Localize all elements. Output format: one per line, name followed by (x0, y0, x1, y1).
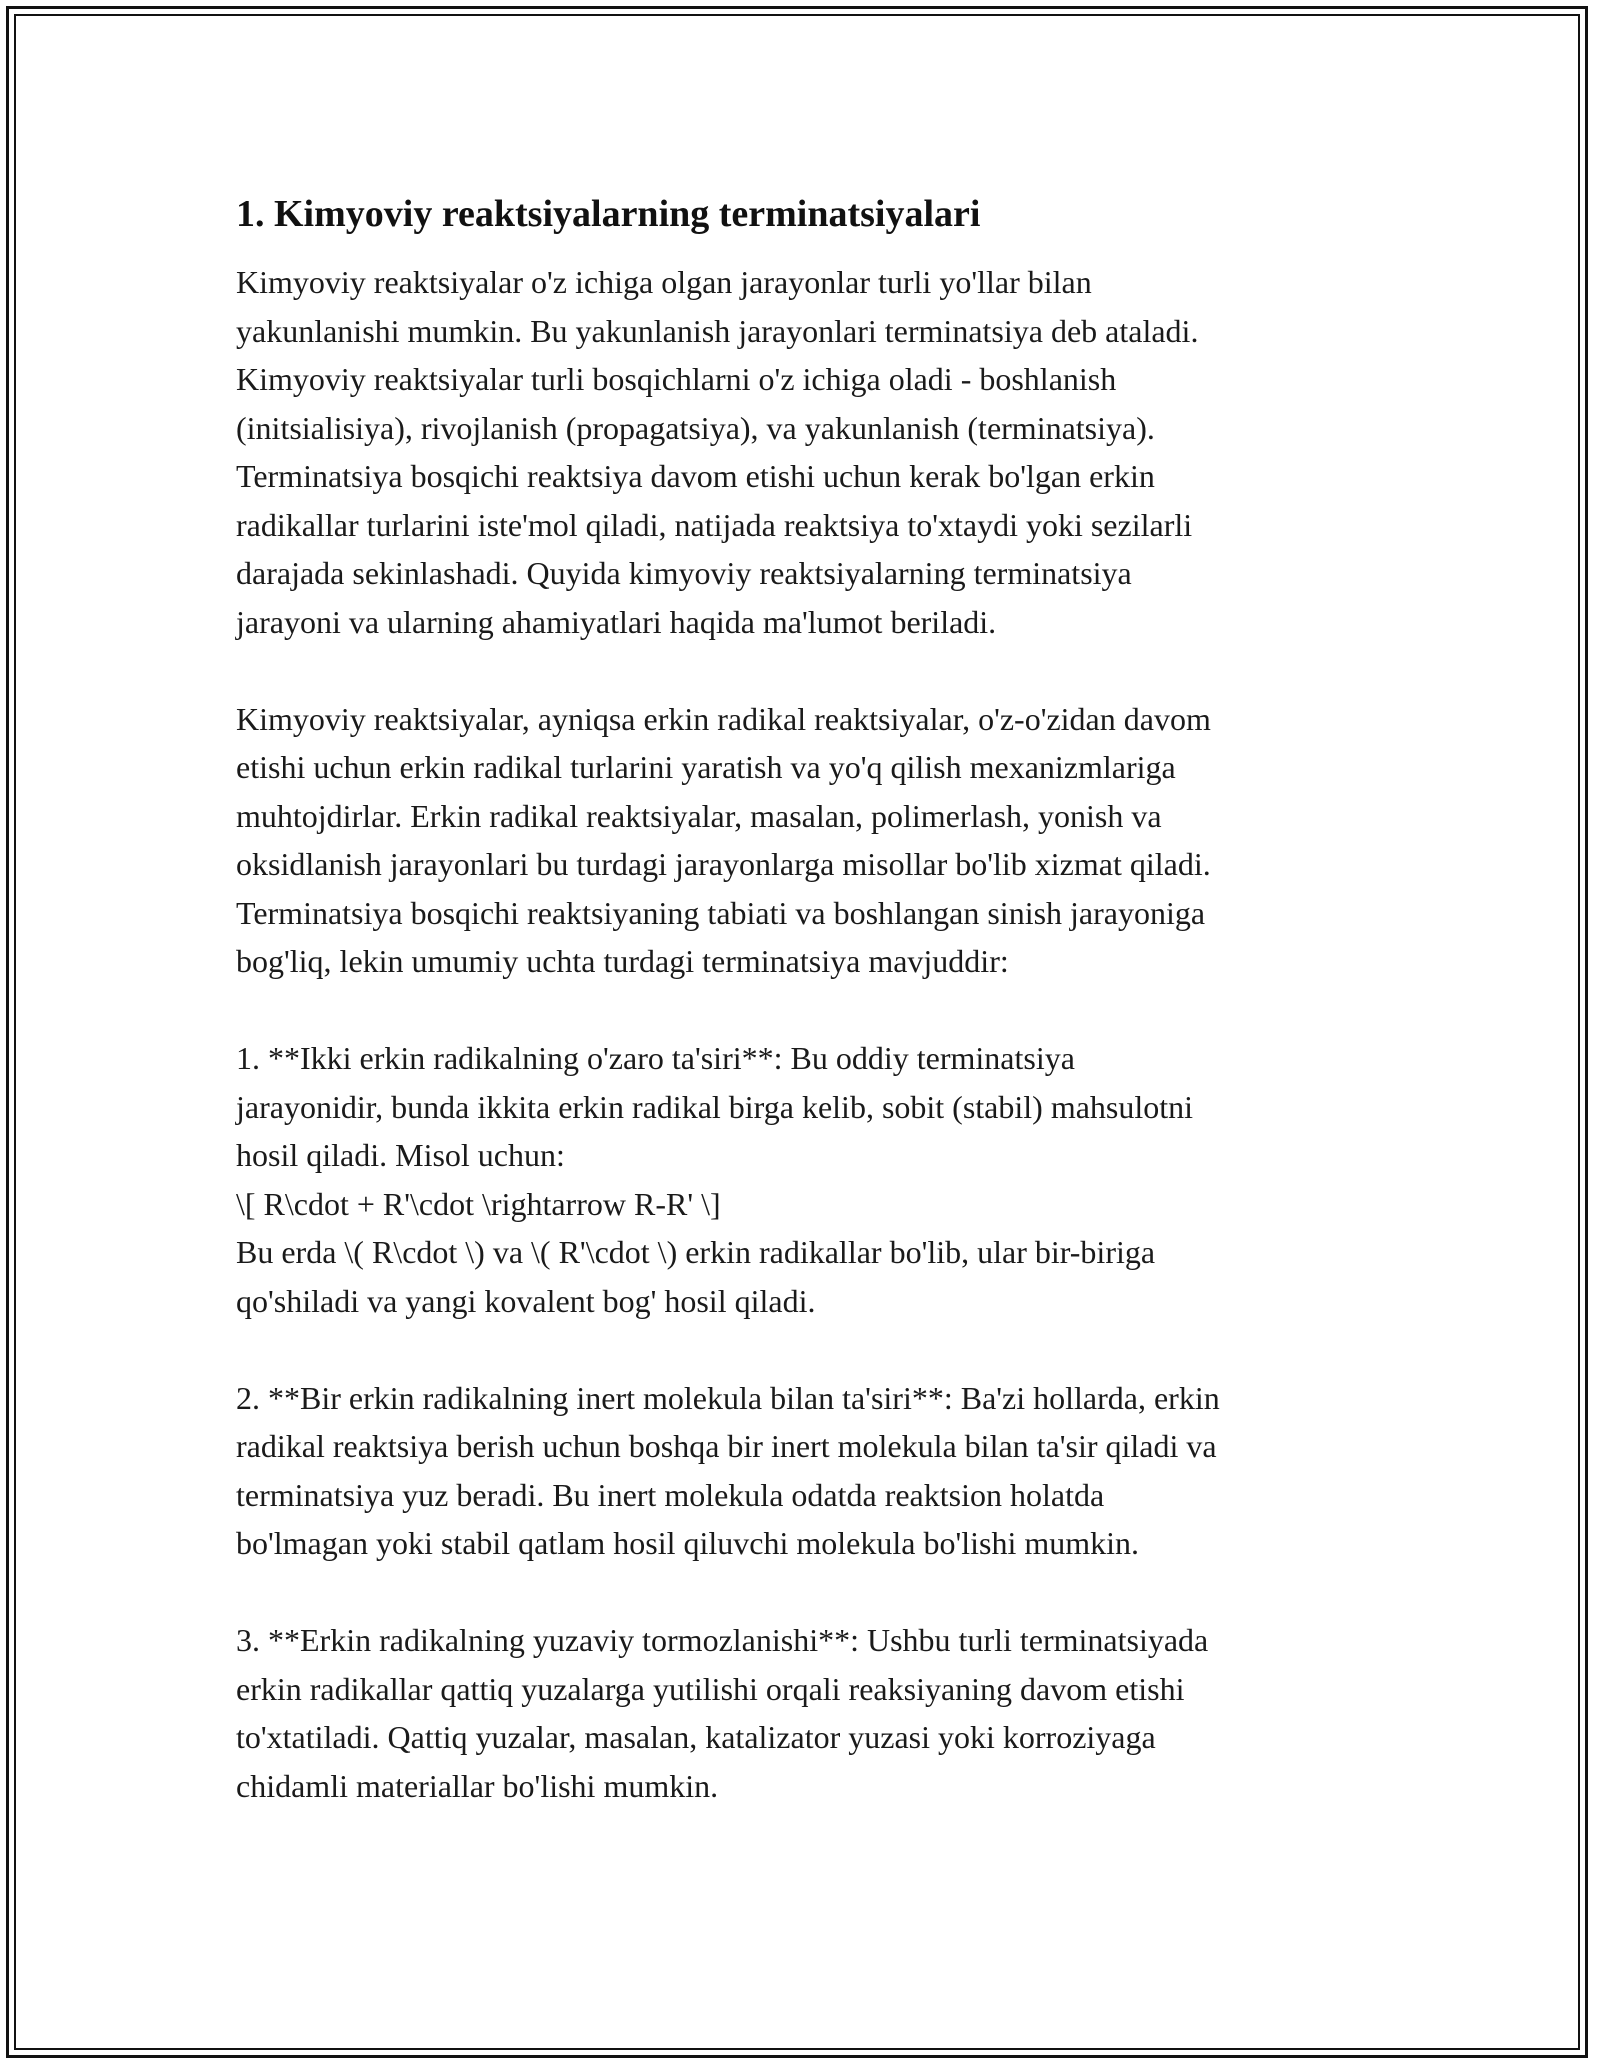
list-item-3: 3. **Erkin radikalning yuzaviy tormozlanishi**: Ushbu turli terminatsiyada erkin radikallar qattiq yuzalarga yutilishi orqali reaksiyaning davom etishi to'xtatiladi. Qattiq yuzalar, masalan, katalizator yuzasi yoki korroziyaga chidamli materiallar bo'lishi mumkin. (236, 1622, 1209, 1804)
list-item-1: 1. **Ikki erkin radikalning o'zaro ta'siri**: Bu oddiy terminatsiya jarayonidir, bunda ikkita erkin radikal birga kelib, sobit (stabil) mahsulotni hosil qiladi. Misol uchun: \[ R\cdot + R'\cdot \rightarrow R-R' \] Bu erda \( R\cdot \) va \( R'\cdot \) erkin radikallar bo'lib, ular bir-biriga qo'shiladi va yangi kovalent bog' hosil qiladi. (236, 1040, 1194, 1319)
list-item-2: 2. **Bir erkin radikalning inert molekula bilan ta'siri**: Ba'zi hollarda, erkin radikal reaktsiya berish uchun boshqa bir inert molekula bilan ta'sir qiladi va terminatsiya yuz beradi. Bu inert molekula odatda reaktsion holatda bo'lmagan yoki stabil qatlam hosil qiluvchi molekula bo'lishi mumkin. (236, 1379, 1220, 1561)
document-body (236, 188, 1376, 1810)
section-heading: 1. Kimyoviy reaktsiyalarning terminatsiyalari (236, 193, 981, 235)
paragraph-spacer (236, 986, 1376, 1035)
paragraph-spacer (236, 1325, 1376, 1374)
paragraph-spacer (236, 646, 1376, 695)
paragraph-overview: Kimyoviy reaktsiyalar, ayniqsa erkin radikal reaktsiyalar, o'z-o'zidan davom etishi uchun erkin radikal turlarini yaratish va yo'q qilish mexanizmlariga muhtojdirlar. Erkin radikal reaktsiyalar, masalan, polimerlash, yonish va oksidlanish jarayonlari bu turdagi jarayonlarga misollar bo'lib xizmat qiladi. Terminatsiya bosqichi reaktsiyaning tabiati va boshlangan sinish jarayoniga bog'liq, lekin umumiy uchta turdagi terminatsiya mavjuddir: (236, 700, 1211, 979)
paragraph-spacer (236, 1568, 1376, 1617)
paragraph-intro: Kimyoviy reaktsiyalar o'z ichiga olgan jarayonlar turli yo'llar bilan yakunlanishi mumkin. Bu yakunlanish jarayonlari terminatsiya deb ataladi. Kimyoviy reaktsiyalar turli bosqichlarni o'z ichiga oladi - boshlanish (initsialisiya), rivojlanish (propagatsiya), va yakunlanish (terminatsiya). Terminatsiya bosqichi reaktsiya davom etishi uchun kerak bo'lgan erkin radikallar turlarini iste'mol qiladi, natijada reaktsiya to'xtaydi yoki sezilarli darajada sekinlashadi. Quyida kimyoviy reaktsiyalarning terminatsiya jarayoni va ularning ahamiyatlari haqida ma'lumot beriladi. (236, 264, 1199, 640)
